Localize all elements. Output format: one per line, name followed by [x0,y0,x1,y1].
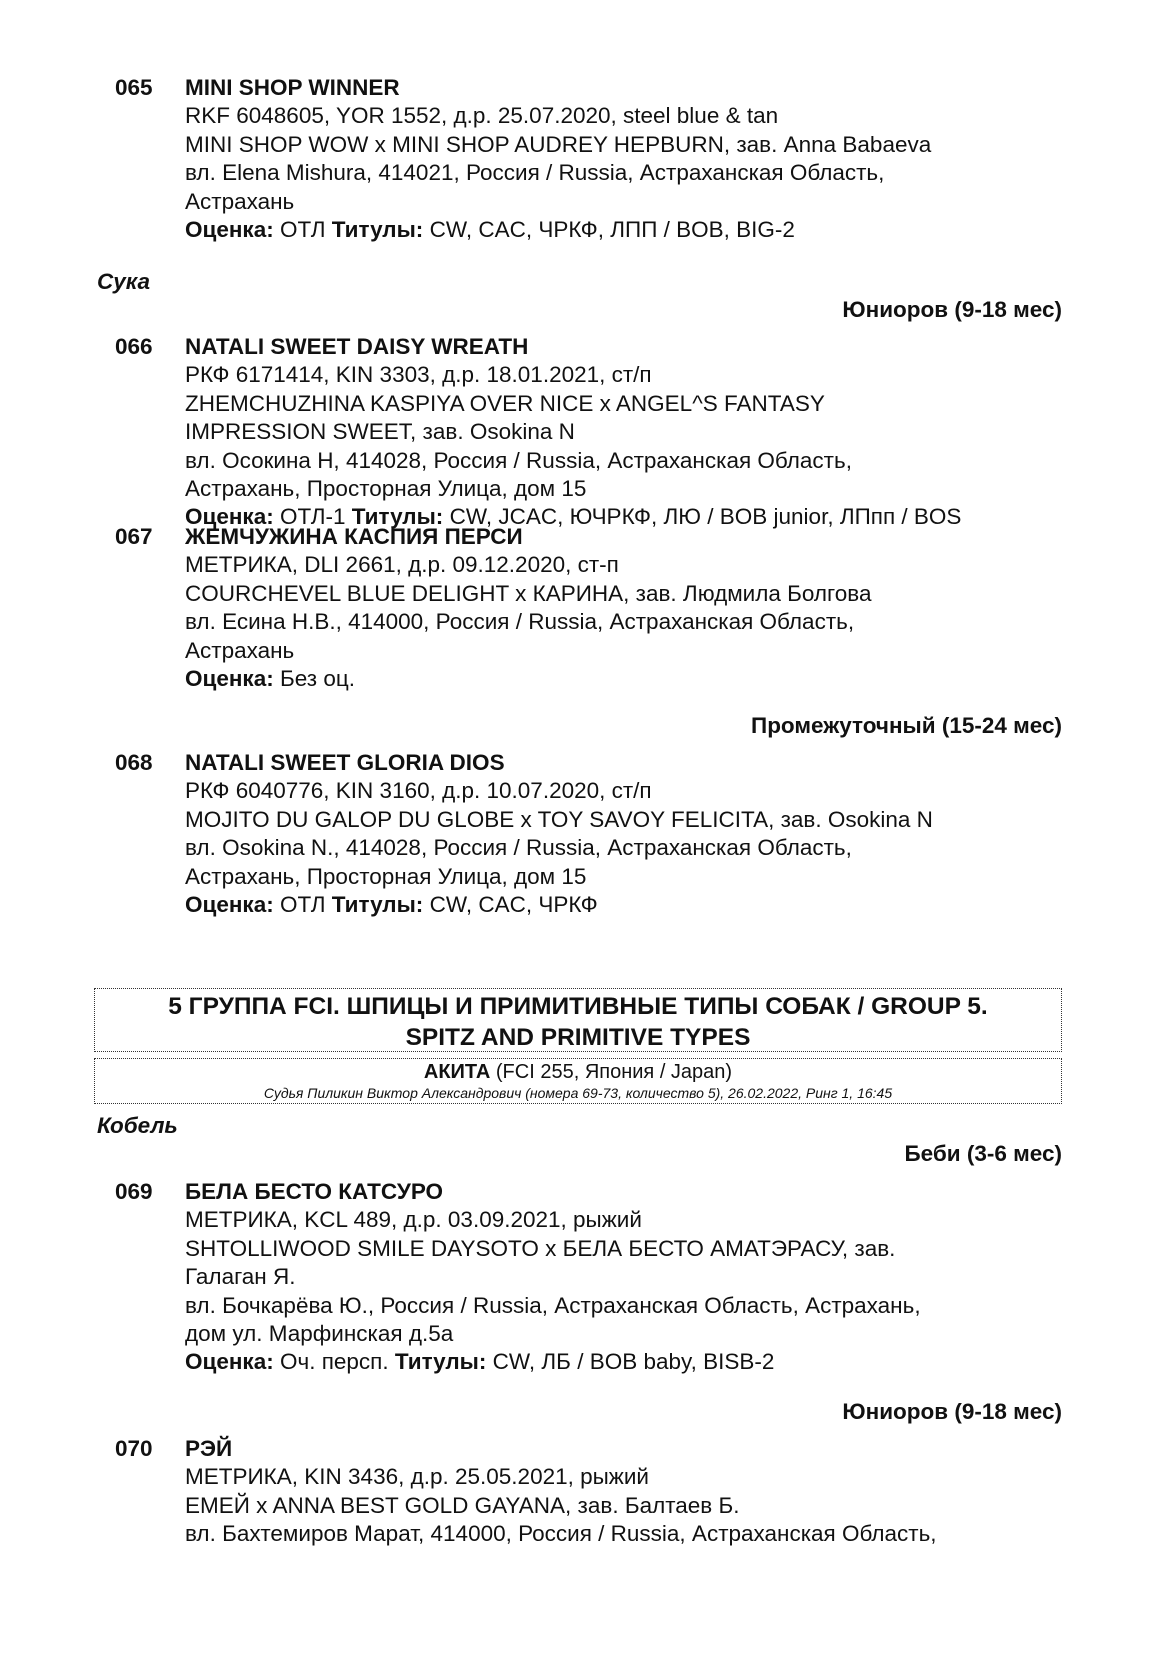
parents-line: SHTOLLIWOOD SMILE DAYSOTO x БЕЛА БЕСТО АМАТЭРАСУ, зав. [185,1235,896,1261]
owner-line: вл. Есина Н.В., 414000, Россия / Russia, Астраханская Область, [185,609,855,635]
result-line [185,665,1065,693]
result-line [185,216,1065,244]
class-header-junior-2: Юниоров (9-18 мес) [842,1399,1062,1424]
registration-line: RKF 6048605, YOR 1552, д.р. 25.07.2020, steel blue & tan [185,103,779,129]
owner-line: вл. Осокина Н, 414028, Россия / Russia, Астраханская Область, [185,447,852,473]
result-line [185,891,1065,919]
owner-line: вл. Бочкарёва Ю., Россия / Russia, Астраханская Область, Астрахань, [185,1292,921,1318]
registration-line: РКФ 6171414, KIN 3303, д.р. 18.01.2021, ст/п [185,362,652,388]
titles-value: CW, CAC, ЧРКФ, ЛПП / BOB, BIG-2 [429,217,795,243]
grade-label: Оценка: [185,504,274,530]
titles-value: CW, CAC, ЧРКФ [429,892,598,918]
grade-label: Оценка: [185,1349,274,1375]
breed-info: (FCI 255, Япония / Japan) [490,1061,733,1083]
registration-line: РКФ 6040776, KIN 3160, д.р. 10.07.2020, ст/п [185,778,652,804]
breed-header [94,1058,1062,1104]
parents-line: MINI SHOP WOW x MINI SHOP AUDREY HEPBURN, зав. Anna Babaeva [185,131,932,157]
grade-value: Без оц. [279,666,355,692]
grade-label: Оценка: [185,892,274,918]
group-title-line2: SPITZ AND PRIMITIVE TYPES [405,1024,751,1051]
owner-line-cont: Астрахань [185,637,295,663]
parents-line: COURCHEVEL BLUE DELIGHT x КАРИНА, зав. Людмила Болгова [185,580,872,606]
entry-number: 065 [115,75,153,100]
dog-name: NATALI SWEET GLORIA DIOS [185,750,505,775]
owner-line: вл. Osokina N., 414028, Россия / Russia, Астраханская Область, [185,835,852,861]
registration-line: МЕТРИКА, KCL 489, д.р. 03.09.2021, рыжий [185,1207,642,1233]
titles-value: CW, ЛБ / BOB baby, BISB-2 [492,1349,775,1375]
titles-value: CW, JCAC, ЮЧРКФ, ЛЮ / BOB junior, ЛПпп / BOS [449,504,962,530]
entry-number: 067 [115,524,153,549]
sex-header-female: Сука [97,269,150,294]
grade-value: Оч. персп. [279,1349,389,1375]
titles-label: Титулы: [351,504,444,530]
parents-line: MOJITO DU GALOP DU GLOBE x TOY SAVOY FELICITA, зав. Osokina N [185,806,933,832]
dog-name: БЕЛА БЕСТО КАТСУРО [185,1179,444,1204]
breed-name: АКИТА [423,1061,491,1083]
grade-label: Оценка: [185,217,274,243]
grade-value: ОТЛ [279,892,326,918]
class-header-junior: Юниоров (9-18 мес) [842,297,1062,322]
judge-line: Судья Пиликин Виктор Александрович (номера 69-73, количество 5), 26.02.2022, Ринг 1, 16:45 [263,1085,893,1101]
entry-number: 069 [115,1179,153,1204]
class-header-baby: Беби (3-6 мес) [904,1141,1062,1166]
owner-line-cont: Астрахань [185,188,295,214]
titles-label: Титулы: [331,217,424,243]
entry-number: 070 [115,1436,153,1461]
parents-line: ЕМЕЙ x ANNA BEST GOLD GAYANA, зав. Балтаев Б. [185,1492,740,1518]
registration-line: МЕТРИКА, KIN 3436, д.р. 25.05.2021, рыжий [185,1464,649,1490]
dog-name: NATALI SWEET DAISY WREATH [185,334,529,359]
grade-value: ОТЛ-1 [279,504,346,530]
group-title-line1: 5 ГРУППА FCI. ШПИЦЫ И ПРИМИТИВНЫЕ ТИПЫ СОБАК / GROUP 5. [168,993,988,1020]
entry-number: 066 [115,334,153,359]
owner-line: вл. Elena Mishura, 414021, Россия / Russia, Астраханская Область, [185,160,885,186]
entry-number: 068 [115,750,153,775]
result-line [185,1348,1065,1376]
dog-name: РЭЙ [185,1436,233,1461]
dog-name: MINI SHOP WINNER [185,75,400,100]
dog-name: ЖЕМЧУЖИНА КАСПИЯ ПЕРСИ [185,524,523,549]
parents-line: ZHEMCHUZHINA KASPIYA OVER NICE x ANGEL^S FANTASY [185,390,825,416]
owner-line-cont: Астрахань, Просторная Улица, дом 15 [185,863,587,889]
group-header [94,988,1062,1052]
owner-line: вл. Бахтемиров Марат, 414000, Россия / Russia, Астраханская Область, [185,1521,937,1547]
registration-line: МЕТРИКА, DLI 2661, д.р. 09.12.2020, ст-п [185,552,619,578]
breed-line [95,1059,1061,1084]
owner-line-cont: дом ул. Марфинская д.5а [185,1321,454,1347]
sex-header-male: Кобель [97,1113,178,1138]
titles-label: Титулы: [331,892,424,918]
titles-label: Титулы: [394,1349,487,1375]
parents-line-cont: Галаган Я. [185,1264,296,1290]
owner-line-cont: Астрахань, Просторная Улица, дом 15 [185,476,587,502]
class-header-intermediate: Промежуточный (15-24 мес) [751,713,1062,738]
parents-line-cont: IMPRESSION SWEET, зав. Osokina N [185,419,575,445]
grade-label: Оценка: [185,666,274,692]
grade-value: ОТЛ [279,217,326,243]
